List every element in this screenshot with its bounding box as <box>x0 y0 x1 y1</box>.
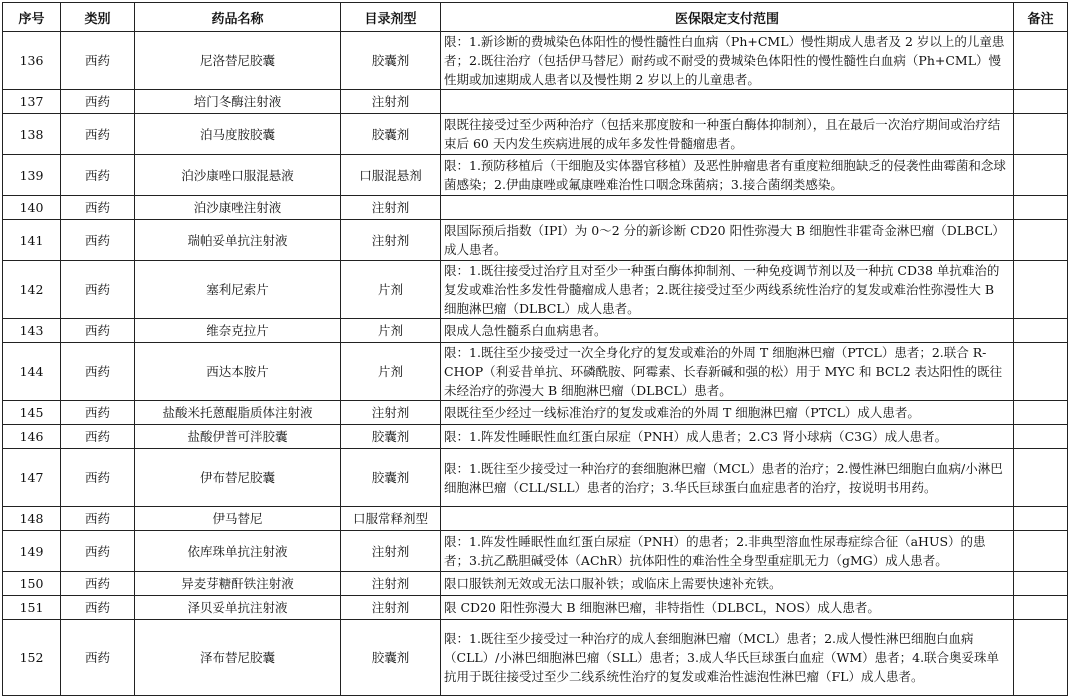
cell-no: 139 <box>3 155 61 196</box>
cell-form: 胶囊剂 <box>341 114 441 155</box>
cell-scope: 限既往至少经过一线标准治疗的复发或难治的外周 T 细胞淋巴瘤（PTCL）成人患者。 <box>441 401 1014 425</box>
cell-name: 泊马度胺胶囊 <box>135 114 341 155</box>
cell-name: 泽贝妥单抗注射液 <box>135 596 341 620</box>
cell-form: 注射剂 <box>341 596 441 620</box>
table-row <box>3 220 1068 261</box>
cell-name: 培门冬酶注射液 <box>135 90 341 114</box>
table-row <box>3 114 1068 155</box>
cell-scope: 限既往接受过至少两种治疗（包括来那度胺和一种蛋白酶体抑制剂），且在最后一次治疗期间或治疗结束后 60 天内发生疾病进展的成年多发性骨髓瘤患者。 <box>441 114 1014 155</box>
cell-form: 片剂 <box>341 343 441 401</box>
table-row <box>3 425 1068 449</box>
cell-no: 147 <box>3 449 61 507</box>
cell-name: 泊沙康唑口服混悬液 <box>135 155 341 196</box>
cell-no: 141 <box>3 220 61 261</box>
cell-category: 西药 <box>61 531 135 572</box>
cell-no: 148 <box>3 507 61 531</box>
cell-scope: 限：1.阵发性睡眠性血红蛋白尿症（PNH）的患者；2.非典型溶血性尿毒症综合征（aHUS）的患者；3.抗乙酰胆碱受体（AChR）抗体阳性的难治性全身型重症肌无力（gMG）成人患者。 <box>441 531 1014 572</box>
cell-category: 西药 <box>61 114 135 155</box>
cell-category: 西药 <box>61 449 135 507</box>
cell-name: 瑞帕妥单抗注射液 <box>135 220 341 261</box>
cell-note <box>1014 620 1068 696</box>
cell-no: 140 <box>3 196 61 220</box>
cell-scope <box>441 196 1014 220</box>
table-row <box>3 196 1068 220</box>
header-name: 药品名称 <box>135 3 341 32</box>
cell-form: 注射剂 <box>341 220 441 261</box>
cell-note <box>1014 196 1068 220</box>
cell-name: 泽布替尼胶囊 <box>135 620 341 696</box>
cell-category: 西药 <box>61 596 135 620</box>
table-row <box>3 90 1068 114</box>
cell-note <box>1014 449 1068 507</box>
cell-scope: 限：1.预防移植后（干细胞及实体器官移植）及恶性肿瘤患者有重度粒细胞缺乏的侵袭性曲霉菌和念球菌感染；2.伊曲康唑或氟康唑难治性口咽念珠菌病；3.接合菌纲类感染。 <box>441 155 1014 196</box>
cell-category: 西药 <box>61 155 135 196</box>
cell-category: 西药 <box>61 620 135 696</box>
cell-no: 144 <box>3 343 61 401</box>
table-row <box>3 261 1068 319</box>
cell-form: 胶囊剂 <box>341 449 441 507</box>
cell-form: 注射剂 <box>341 90 441 114</box>
cell-scope: 限口服铁剂无效或无法口服补铁；或临床上需要快速补充铁。 <box>441 572 1014 596</box>
cell-scope: 限 CD20 阳性弥漫大 B 细胞淋巴瘤，非特指性（DLBCL，NOS）成人患者。 <box>441 596 1014 620</box>
table-row <box>3 572 1068 596</box>
cell-note <box>1014 114 1068 155</box>
cell-category: 西药 <box>61 425 135 449</box>
table-row <box>3 319 1068 343</box>
cell-no: 145 <box>3 401 61 425</box>
cell-name: 伊马替尼 <box>135 507 341 531</box>
cell-note <box>1014 401 1068 425</box>
cell-form: 注射剂 <box>341 196 441 220</box>
table-row <box>3 401 1068 425</box>
cell-note <box>1014 220 1068 261</box>
table-row <box>3 620 1068 696</box>
cell-form: 注射剂 <box>341 531 441 572</box>
cell-scope: 限：1.新诊断的费城染色体阳性的慢性髓性白血病（Ph+CML）慢性期成人患者及 2 岁以上的儿童患者；2.既往治疗（包括伊马替尼）耐药或不耐受的费城染色体阳性的慢性髓性白血病（Ph+CML）慢性期或加速期成人患者以及慢性期 2 岁以上的儿童患者。 <box>441 32 1014 90</box>
cell-no: 152 <box>3 620 61 696</box>
cell-category: 西药 <box>61 401 135 425</box>
cell-note <box>1014 507 1068 531</box>
cell-no: 142 <box>3 261 61 319</box>
table-row <box>3 32 1068 90</box>
cell-form: 片剂 <box>341 319 441 343</box>
cell-category: 西药 <box>61 220 135 261</box>
table-row <box>3 155 1068 196</box>
cell-scope: 限：1.既往至少接受过一种治疗的成人套细胞淋巴瘤（MCL）患者；2.成人慢性淋巴细胞白血病（CLL）/小淋巴细胞淋巴瘤（SLL）患者；3.成人华氏巨球蛋白血症（WM）患者；4.联合奥妥珠单抗用于既往接受过至少二线系统性治疗的复发或难治性滤泡性淋巴瘤（FL）成人患者。 <box>441 620 1014 696</box>
cell-category: 西药 <box>61 343 135 401</box>
cell-no: 138 <box>3 114 61 155</box>
cell-note <box>1014 32 1068 90</box>
cell-name: 泊沙康唑注射液 <box>135 196 341 220</box>
cell-name: 维奈克拉片 <box>135 319 341 343</box>
cell-category: 西药 <box>61 90 135 114</box>
cell-form: 口服常释剂型 <box>341 507 441 531</box>
cell-scope: 限国际预后指数（IPI）为 0～2 分的新诊断 CD20 阳性弥漫大 B 细胞性非霍奇金淋巴瘤（DLBCL）成人患者。 <box>441 220 1014 261</box>
cell-scope <box>441 507 1014 531</box>
header-scope: 医保限定支付范围 <box>441 3 1014 32</box>
cell-category: 西药 <box>61 319 135 343</box>
cell-form: 胶囊剂 <box>341 425 441 449</box>
cell-name: 异麦芽糖酐铁注射液 <box>135 572 341 596</box>
header-note: 备注 <box>1014 3 1068 32</box>
cell-form: 片剂 <box>341 261 441 319</box>
cell-note <box>1014 531 1068 572</box>
header-category: 类别 <box>61 3 135 32</box>
table-row <box>3 531 1068 572</box>
cell-no: 151 <box>3 596 61 620</box>
cell-name: 西达本胺片 <box>135 343 341 401</box>
cell-note <box>1014 90 1068 114</box>
cell-scope: 限：1.既往至少接受过一次全身化疗的复发或难治的外周 T 细胞淋巴瘤（PTCL）患者；2.联合 R-CHOP（利妥昔单抗、环磷酰胺、阿霉素、长春新碱和强的松）用于 MYC 和 BCL2 表达阳性的既往未经治疗的弥漫大 B 细胞淋巴瘤（DLBCL）患者。 <box>441 343 1014 401</box>
header-form: 目录剂型 <box>341 3 441 32</box>
cell-scope: 限：1.阵发性睡眠性血红蛋白尿症（PNH）成人患者；2.C3 肾小球病（C3G）成人患者。 <box>441 425 1014 449</box>
document-page <box>2 2 1068 696</box>
cell-no: 150 <box>3 572 61 596</box>
cell-form: 口服混悬剂 <box>341 155 441 196</box>
cell-name: 盐酸米托蒽醌脂质体注射液 <box>135 401 341 425</box>
header-no: 序号 <box>3 3 61 32</box>
cell-name: 塞利尼索片 <box>135 261 341 319</box>
cell-note <box>1014 261 1068 319</box>
cell-no: 143 <box>3 319 61 343</box>
cell-no: 137 <box>3 90 61 114</box>
cell-no: 136 <box>3 32 61 90</box>
cell-note <box>1014 596 1068 620</box>
cell-note <box>1014 425 1068 449</box>
cell-category: 西药 <box>61 507 135 531</box>
table-row <box>3 449 1068 507</box>
cell-no: 146 <box>3 425 61 449</box>
header-row <box>3 3 1068 32</box>
cell-note <box>1014 343 1068 401</box>
cell-form: 胶囊剂 <box>341 620 441 696</box>
drug-table <box>2 2 1068 696</box>
cell-scope: 限成人急性髓系白血病患者。 <box>441 319 1014 343</box>
cell-scope: 限：1.既往至少接受过一种治疗的套细胞淋巴瘤（MCL）患者的治疗；2.慢性淋巴细胞白血病/小淋巴细胞淋巴瘤（CLL/SLL）患者的治疗；3.华氏巨球蛋白血症患者的治疗，按说明书用药。 <box>441 449 1014 507</box>
cell-no: 149 <box>3 531 61 572</box>
cell-note <box>1014 572 1068 596</box>
table-row <box>3 596 1068 620</box>
cell-category: 西药 <box>61 32 135 90</box>
cell-form: 注射剂 <box>341 572 441 596</box>
cell-scope <box>441 90 1014 114</box>
cell-name: 盐酸伊普可泮胶囊 <box>135 425 341 449</box>
cell-form: 注射剂 <box>341 401 441 425</box>
cell-category: 西药 <box>61 572 135 596</box>
cell-category: 西药 <box>61 196 135 220</box>
table-row <box>3 343 1068 401</box>
cell-name: 尼洛替尼胶囊 <box>135 32 341 90</box>
cell-note <box>1014 319 1068 343</box>
cell-form: 胶囊剂 <box>341 32 441 90</box>
cell-note <box>1014 155 1068 196</box>
table-row <box>3 507 1068 531</box>
cell-name: 伊布替尼胶囊 <box>135 449 341 507</box>
cell-category: 西药 <box>61 261 135 319</box>
cell-scope: 限：1.既往接受过治疗且对至少一种蛋白酶体抑制剂、一种免疫调节剂以及一种抗 CD38 单抗难治的复发或难治性多发性骨髓瘤成人患者；2.既往接受过至少两线系统性治疗的复发或难治性弥漫性大 B 细胞淋巴瘤（DLBCL）成人患者。 <box>441 261 1014 319</box>
cell-name: 依库珠单抗注射液 <box>135 531 341 572</box>
